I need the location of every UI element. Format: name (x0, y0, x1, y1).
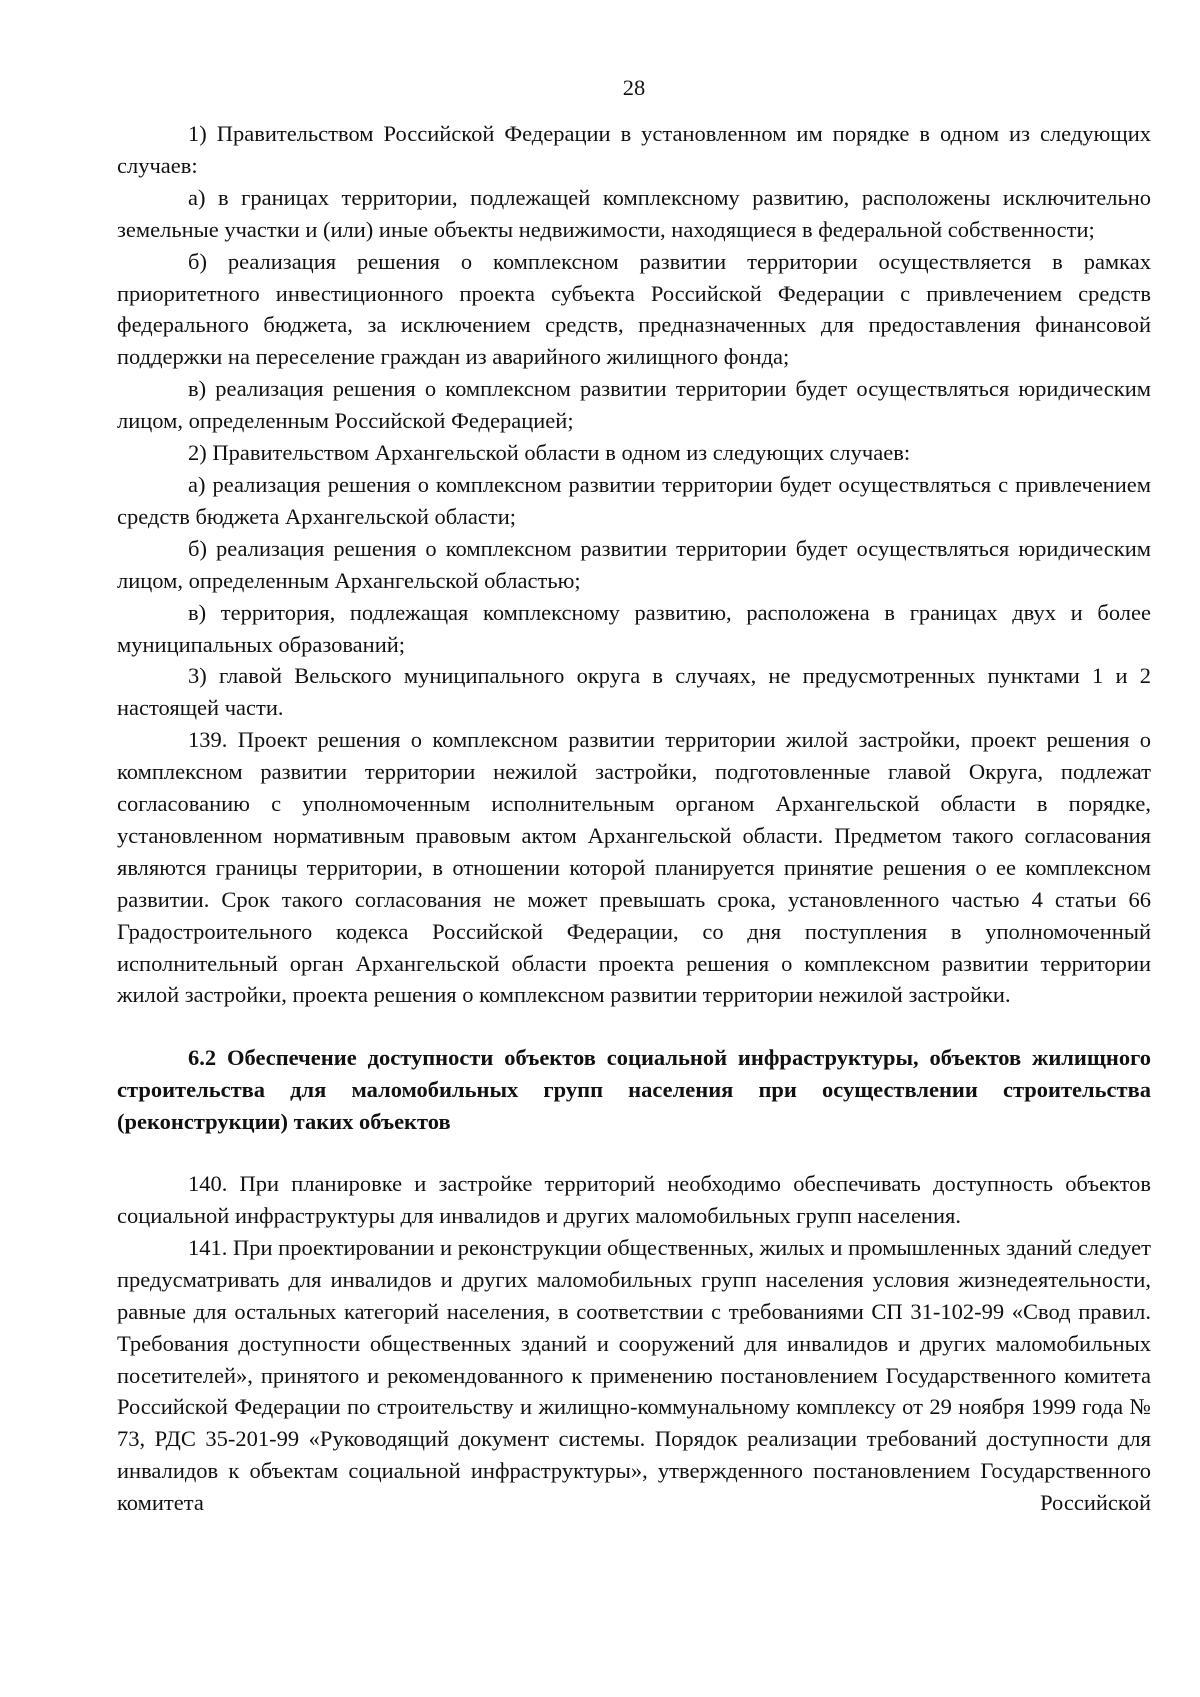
paragraph-item-1c: в) реализация решения о комплексном развитии территории будет осуществляться юридическим лицом, определенным Российской Федерацией; (117, 376, 1151, 434)
document-page (117, 72, 1151, 1519)
section-heading: 6.2 Обеспечение доступности объектов социальной инфраструктуры, объектов жилищного строительства для маломобильных групп населения при осуществлении строительства (реконструкции) таких объектов (117, 1045, 1151, 1135)
paragraph-140: 140. При планировке и застройке территорий необходимо обеспечивать доступность объектов социальной инфраструктуры для инвалидов и других маломобильных групп населения. (117, 1171, 1151, 1228)
paragraph-139: 139. Проект решения о комплексном развитии территории жилой застройки, проект решения о комплексном развитии территории нежилой застройки, подготовленные главой Округа, подлежат согласованию с уполномоченным исполнительным органом Архангельской области в порядке, установленном нормативным правовым актом Архангельской области. Предметом такого согласования являются границы территории, в отношении которой планируется принятие решения о ее комплексном развитии. Срок такого согласования не может превышать срока, установленного частью 4 статьи 66 Градостроительного кодекса Российской Федерации, со дня поступления в уполномоченный исполнительный орган Архангельской области проекта решения о комплексном развитии территории жилой застройки, проекта решения о комплексном развитии территории нежилой застройки. (117, 727, 1151, 1008)
page-number: 28 (622, 75, 646, 100)
paragraph-item-2: 2) Правительством Архангельской области в одном из следующих случаев: (188, 440, 911, 466)
paragraph-item-1b: б) реализация решения о комплексном развитии территории осуществляется в рамках приоритетного инвестиционного проекта субъекта Российской Федерации с привлечением средств федерального бюджета, за исключением средств, предназначенных для предоставления финансовой поддержки на переселение граждан из аварийного жилищного фонда; (117, 248, 1151, 370)
paragraph-item-1: 1) Правительством Российской Федерации в установленном им порядке в одном из следующих случаев: (117, 121, 1151, 178)
paragraph-item-2a: а) реализация решения о комплексном развитии территории будет осуществляться с привлечением средств бюджета Архангельской области; (117, 471, 1151, 529)
paragraph-141: 141. При проектировании и реконструкции общественных, жилых и промышленных зданий следует предусматривать для инвалидов и других маломобильных групп населения условия жизнедеятельности, равные для остальных категорий населения, в соответствии с требованиями СП 31-102-99 «Свод правил. Требования доступности общественных зданий и сооружений для инвалидов и других маломобильных посетителей», принятого и рекомендованного к применению постановлением Государственного комитета Российской Федерации по строительству и жилищно-коммунальному комплексу от 29 ноября 1999 года № 73, РДС 35-201-99 «Руководящий документ системы. Порядок реализации требований доступности для инвалидов к объектам социальной инфраструктуры», утвержденного постановлением Государственного комитета Российской (117, 1234, 1151, 1516)
paragraph-item-2b: б) реализация решения о комплексном развитии территории будет осуществляться юридическим лицом, определенным Архангельской областью; (117, 535, 1151, 593)
paragraph-item-1a: а) в границах территории, подлежащей комплексному развитию, расположены исключительно земельные участки и (или) иные объекты недвижимости, находящиеся в федеральной собственности; (117, 184, 1151, 242)
paragraph-item-3: 3) главой Вельского муниципального округа в случаях, не предусмотренных пунктами 1 и 2 настоящей части. (117, 663, 1151, 721)
paragraph-item-2c: в) территория, подлежащая комплексному развитию, расположена в границах двух и более муниципальных образований; (117, 599, 1151, 657)
